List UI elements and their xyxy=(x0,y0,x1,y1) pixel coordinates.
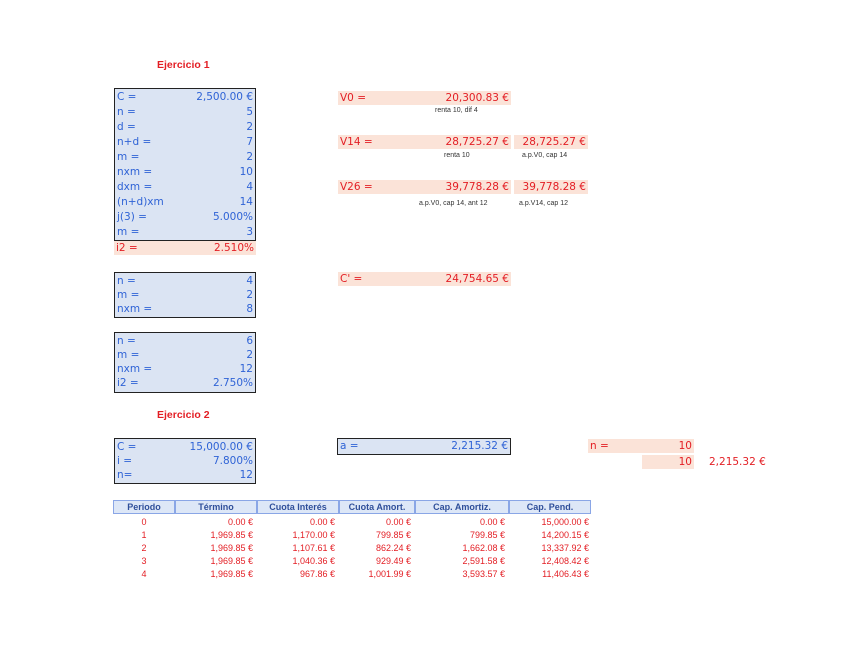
table-cell[interactable]: 1,662.08 € xyxy=(462,543,505,553)
table-cell[interactable]: 1,107.61 € xyxy=(292,543,335,553)
ej1-box3 xyxy=(114,332,256,393)
table-cell[interactable]: 1,969.85 € xyxy=(210,556,253,566)
table-cell[interactable]: 1,040.36 € xyxy=(292,556,335,566)
table-cell[interactable]: 967.86 € xyxy=(299,569,335,579)
table-cell[interactable]: 1,969.85 € xyxy=(210,569,253,579)
ej2-params-box xyxy=(114,438,256,484)
param-row[interactable]: nxm = 12 xyxy=(117,363,253,375)
v0-note: renta 10, dif 4 xyxy=(435,107,478,114)
table-cell[interactable]: 2 xyxy=(141,543,147,553)
table-cell[interactable]: 13,337.92 € xyxy=(541,543,589,553)
param-row[interactable]: i2 = 2.750% xyxy=(117,377,253,389)
table-cell[interactable]: 0.00 € xyxy=(227,517,253,527)
table-cell[interactable]: 0 xyxy=(141,517,147,527)
param-row[interactable]: m = 3 xyxy=(117,226,253,238)
v26-row[interactable]: V26 = 39,778.28 € xyxy=(340,181,509,193)
v14-row[interactable]: V14 = 28,725.27 € xyxy=(340,136,509,148)
col-header[interactable]: Cap. Amortiz. xyxy=(415,500,509,514)
col-header[interactable]: Periodo xyxy=(113,500,175,514)
param-row[interactable]: m = 2 xyxy=(117,151,253,163)
v0-row[interactable]: V0 = 20,300.83 € xyxy=(340,92,509,104)
table-cell[interactable]: 14,200.15 € xyxy=(541,530,589,540)
n-row-2[interactable]: 10 xyxy=(642,455,694,469)
n-amount: 2,215.32 € xyxy=(709,456,766,468)
v14-note-2: a.p.V0, cap 14 xyxy=(522,152,568,159)
table-cell[interactable]: 3 xyxy=(141,556,147,566)
param-row[interactable]: C = 15,000.00 € xyxy=(117,441,253,453)
param-row[interactable]: C = 2,500.00 € xyxy=(117,91,253,103)
param-row[interactable]: j(3) = 5.000% xyxy=(117,211,253,223)
col-header[interactable]: Cuota Interés xyxy=(257,500,339,514)
table-cell[interactable]: 862.24 € xyxy=(375,543,411,553)
param-row[interactable]: nxm = 8 xyxy=(117,303,253,315)
ej1-params-box xyxy=(114,88,256,241)
table-cell[interactable]: 0.00 € xyxy=(385,517,411,527)
table-cell[interactable]: 11,406.43 € xyxy=(542,569,589,579)
table-cell[interactable]: 1,170.00 € xyxy=(292,530,335,540)
param-row[interactable]: dxm = 4 xyxy=(117,181,253,193)
param-row[interactable]: i = 7.800% xyxy=(117,455,253,467)
i2-row[interactable]: i2 = 2.510% xyxy=(116,242,254,254)
param-row[interactable]: n = 6 xyxy=(117,335,253,347)
v14-note: renta 10 xyxy=(444,152,470,159)
ejercicio-1-title: Ejercicio 1 xyxy=(157,59,210,71)
param-row[interactable]: d = 2 xyxy=(117,121,253,133)
table-cell[interactable]: 1,969.85 € xyxy=(210,543,253,553)
ejercicio-2-title: Ejercicio 2 xyxy=(157,409,210,421)
table-cell[interactable]: 1,969.85 € xyxy=(210,530,253,540)
table-cell[interactable]: 3,593.57 € xyxy=(462,569,505,579)
a-box[interactable]: a = 2,215.32 € xyxy=(337,438,511,455)
table-cell[interactable]: 15,000.00 € xyxy=(541,517,589,527)
param-row[interactable]: m = 2 xyxy=(117,289,253,301)
table-cell[interactable]: 4 xyxy=(141,569,147,579)
col-header[interactable]: Término xyxy=(175,500,257,514)
table-cell[interactable]: 929.49 € xyxy=(375,556,411,566)
table-cell[interactable]: 2,591.58 € xyxy=(462,556,505,566)
v26-note: a.p.V0, cap 14, ant 12 xyxy=(419,200,488,207)
table-cell[interactable]: 1 xyxy=(141,530,147,540)
table-cell[interactable]: 799.85 € xyxy=(469,530,505,540)
col-header[interactable]: Cap. Pend. xyxy=(509,500,591,514)
c-prime-row[interactable]: C' = 24,754.65 € xyxy=(340,273,509,285)
v26-note-2: a.p.V14, cap 12 xyxy=(519,200,569,207)
param-row[interactable]: (n+d)xm 14 xyxy=(117,196,253,208)
param-row[interactable]: n= 12 xyxy=(117,469,253,481)
n-row[interactable]: n = 10 xyxy=(590,440,692,452)
table-cell[interactable]: 799.85 € xyxy=(375,530,411,540)
param-row[interactable]: n = 4 xyxy=(117,275,253,287)
v14-alt-value[interactable]: 28,725.27 € xyxy=(514,135,588,149)
param-row[interactable]: m = 2 xyxy=(117,349,253,361)
ej1-box2 xyxy=(114,272,256,318)
param-row[interactable]: n+d = 7 xyxy=(117,136,253,148)
table-cell[interactable]: 0.00 € xyxy=(479,517,505,527)
table-cell[interactable]: 12,408.42 € xyxy=(541,556,589,566)
col-header[interactable]: Cuota Amort. xyxy=(339,500,415,514)
v26-alt-value[interactable]: 39,778.28 € xyxy=(514,180,588,194)
table-cell[interactable]: 0.00 € xyxy=(309,517,335,527)
table-cell[interactable]: 1,001.99 € xyxy=(368,569,411,579)
param-row[interactable]: nxm = 10 xyxy=(117,166,253,178)
param-row[interactable]: n = 5 xyxy=(117,106,253,118)
